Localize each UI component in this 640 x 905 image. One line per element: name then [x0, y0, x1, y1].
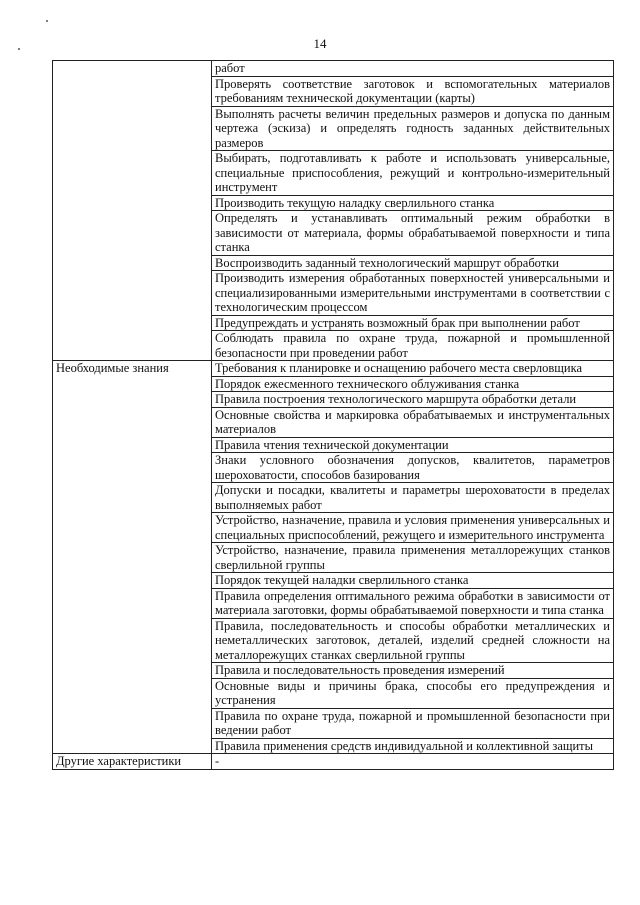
skills-item: Воспроизводить заданный технологический маршрут обработки: [212, 255, 614, 271]
knowledge-item: Знаки условного обозначения допусков, квалитетов, параметров шероховатости, способов базирования: [212, 453, 614, 483]
other-row: [53, 754, 614, 770]
qualification-table: [52, 60, 614, 770]
knowledge-item: Правила применения средств индивидуальной и коллективной защиты: [212, 738, 614, 754]
knowledge-item: Основные свойства и маркировка обрабатываемых и инструментальных материалов: [212, 407, 614, 437]
skills-item: Выбирать, подготавливать к работе и использовать универсальные, специальные приспособления, режущий и контрольно-измерительный инструмент: [212, 151, 614, 196]
skills-item: Соблюдать правила по охране труда, пожарной и промышленной безопасности при проведении работ: [212, 331, 614, 361]
skills-label: [53, 61, 212, 361]
skills-item: Предупреждать и устранять возможный брак при выполнении работ: [212, 315, 614, 331]
scan-speck: [46, 20, 48, 22]
knowledge-item: Порядок текущей наладки сверлильного станка: [212, 573, 614, 589]
skills-item: Определять и устанавливать оптимальный режим обработки в зависимости от материала, формы обрабатываемой поверхности и типа станка: [212, 211, 614, 256]
knowledge-item: Правила и последовательность проведения измерений: [212, 663, 614, 679]
knowledge-item: Устройство, назначение, правила и условия применения универсальных и специальных приспособлений, режущего и измерительного инструмента: [212, 513, 614, 543]
knowledge-item: Устройство, назначение, правила применения металлорежущих станков сверлильной группы: [212, 543, 614, 573]
skills-item: Проверять соответствие заготовок и вспомогательных материалов требованиям технической документации (карты): [212, 76, 614, 106]
skills-item: Выполнять расчеты величин предельных размеров и допуска по данным чертежа (эскиза) и определять годность заданных действительных размеров: [212, 106, 614, 151]
knowledge-item: Допуски и посадки, квалитеты и параметры шероховатости в пределах выполняемых работ: [212, 483, 614, 513]
knowledge-item: Требования к планировке и оснащению рабочего места сверловщика: [212, 361, 614, 377]
knowledge-item: Правила построения технологического маршрута обработки детали: [212, 392, 614, 408]
table-body: [53, 61, 614, 770]
knowledge-item: Правила чтения технической документации: [212, 437, 614, 453]
skills-item: Производить текущую наладку сверлильного станка: [212, 195, 614, 211]
knowledge-item: Порядок ежесменного технического облуживания станка: [212, 376, 614, 392]
knowledge-row: [53, 361, 614, 377]
knowledge-item: Правила определения оптимального режима обработки в зависимости от материала заготовки, формы обрабатываемой поверхности и типа станка: [212, 588, 614, 618]
page-number: 14: [313, 36, 327, 51]
knowledge-item: Основные виды и причины брака, способы его предупреждения и устранения: [212, 678, 614, 708]
knowledge-label: Необходимые знания: [53, 361, 212, 754]
skills-row: [53, 61, 614, 77]
other-value: -: [212, 754, 614, 770]
knowledge-item: Правила, последовательность и способы обработки металлических и неметаллических заготовок, деталей, изделий средней сложности на металлорежущих станках сверлильной группы: [212, 618, 614, 663]
other-label: Другие характеристики: [53, 754, 212, 770]
knowledge-item: Правила по охране труда, пожарной и промышленной безопасности при ведении работ: [212, 708, 614, 738]
skills-item: Производить измерения обработанных поверхностей универсальными и специализированными измерительными инструментами в соответствии с технологическим процессом: [212, 271, 614, 316]
skills-item: работ: [212, 61, 614, 77]
